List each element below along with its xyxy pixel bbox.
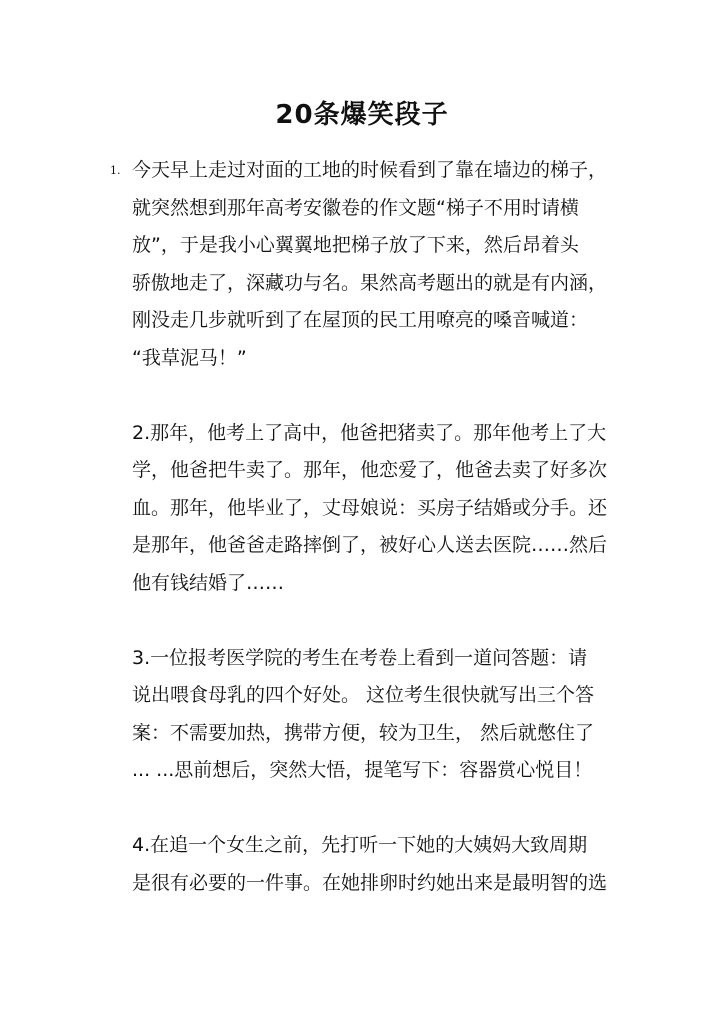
text-line: 他有钱结婚了…… [132,571,285,594]
text-line: 4.在追一个女生之前，先打听一下她的大姨妈大致周期 [132,834,588,856]
paragraph-4 [132,827,628,902]
text-line: “我草泥马！” [132,346,247,369]
text-line: 是那年，他爸爸走路摔倒了，被好心人送去医院……然后 [132,534,608,556]
text-line: 放”，于是我小心翼翼地把梯子放了下来，然后昂着头 [132,234,579,256]
text-line: 3.一位报考医学院的考生在考卷上看到一道问答题：请 [132,646,588,669]
text-line: 2.那年，他考上了高中，他爸把猪卖了。那年他考上了大 [132,421,607,444]
text-line: 案：不需要加热，携带方便，较为卫生， 然后就憋住了 [132,721,595,744]
text-line: 血。那年，他毕业了，丈母娘说：买房子结婚或分手。还 [132,496,608,519]
text-line: 是很有必要的一件事。在她排卵时约她出来是最明智的选 [132,871,608,894]
list-number: 1. [110,164,121,177]
text-line: 学，他爸把牛卖了。那年，他恋爱了，他爸去卖了好多次 [132,459,608,481]
text-line: 说出喂食母乳的四个好处。 这位考生很快就写出三个答 [132,684,595,706]
text-line: 刚没走几步就听到了在屋顶的民工用嘹亮的嗓音喊道： [132,309,589,331]
document-body [110,152,628,940]
paragraph-1 [110,152,628,377]
text-line: ... ...思前想后，突然大悟，提笔写下：容器赏心悦目！ [132,759,593,781]
text-line: 骄傲地走了，深藏功与名。果然高考题出的就是有内涵， [132,271,608,294]
document-title: 20条爆笑段子 [275,100,449,130]
text-line: 今天早上走过对面的工地的时候看到了靠在墙边的梯子， [132,159,608,181]
text-line: 就突然想到那年高考安徽卷的作文题“梯子不用时请横 [132,196,579,219]
paragraph-2 [132,415,628,603]
paragraph-3 [132,640,628,790]
